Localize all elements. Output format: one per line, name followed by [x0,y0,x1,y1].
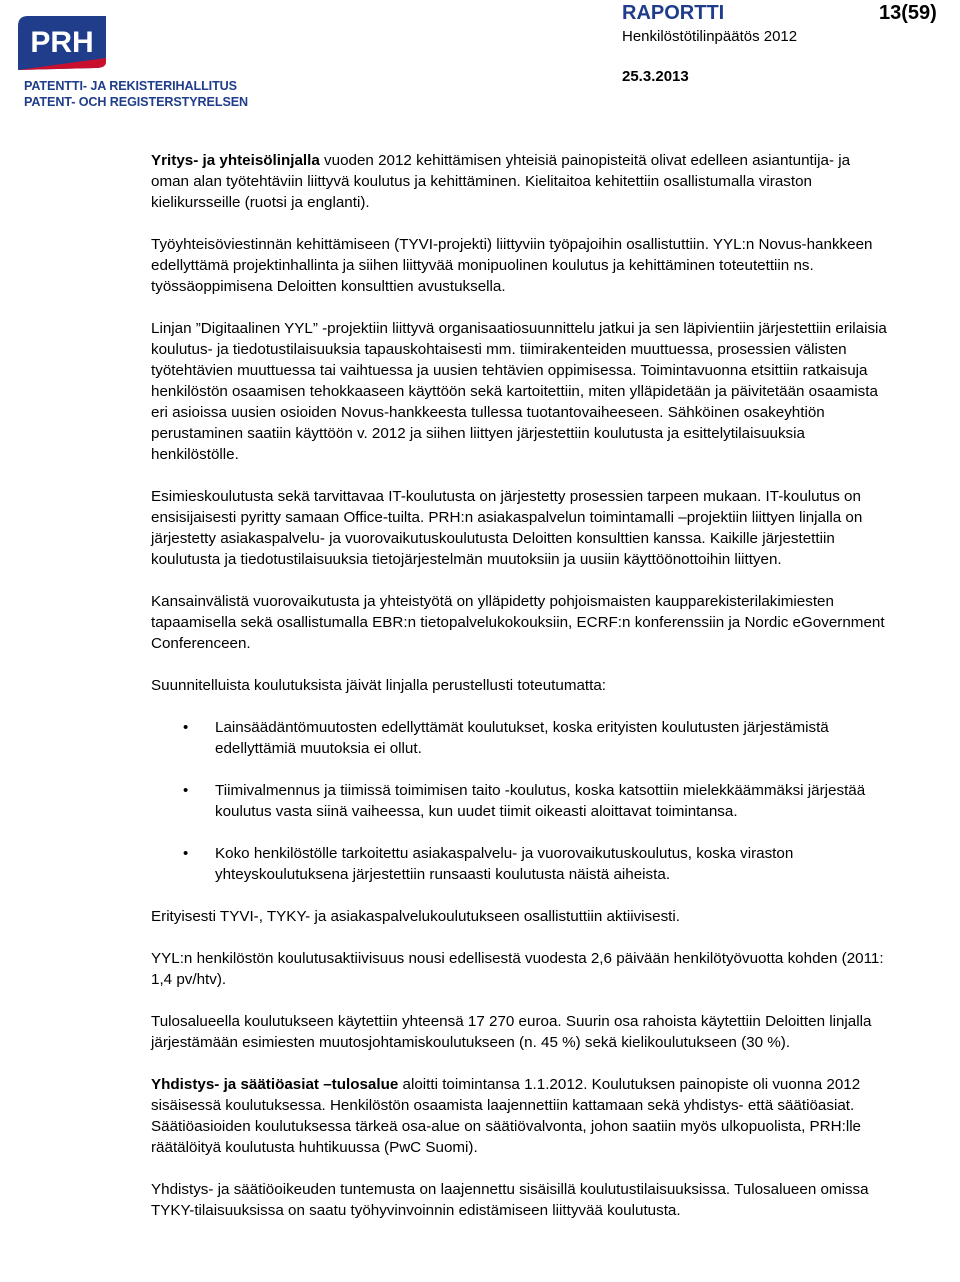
list-item-text: Koko henkilöstölle tarkoitettu asiakaspalvelu- ja vuorovaikutuskoulutus, koska viraston yhteyskoulutuksena järjestettiin runsaasti koulutusta näistä aiheista. [215,845,794,883]
paragraph-associations [151,1074,891,1158]
list-item [151,843,891,885]
list-item-text: Lainsäädäntömuutosten edellyttämät koulutukset, koska erityisten koulutusten järjestämistä edellyttämiä muutoksia ei ollut. [215,719,829,757]
paragraph-communication: Työyhteisöviestinnän kehittämiseen (TYVI-projekti) liittyviin työpajoihin osallistuttiin. YYL:n Novus-hankkeen edellyttämä projektinhallinta ja siihen liittyvää monipuolinen koulutus ja kehittäminen toteutettiin ns. työssäoppimisena Deloitten konsulttien avustuksella. [151,236,873,295]
paragraph-activity: YYL:n henkilöstön koulutusaktiivisuus nousi edellisestä vuodesta 2,6 päivään henkilötyövuotta kohden (2011: 1,4 pv/htv). [151,950,884,988]
paragraph-text: vuoden 2012 kehittämisen yhteisiä painopisteitä olivat edelleen asiantuntija- ja oman alan työtehtäviin liittyvä koulutus ja kehittäminen. Kielitaitoa kehitettiin osallistumalla viraston kielikursseille (ruotsi ja englanti). [151,152,851,211]
bullet-icon: • [183,845,189,862]
bullet-icon: • [183,782,189,799]
report-title: RAPORTTI [622,2,725,24]
paragraph-unrealized-intro: Suunnitelluista koulutuksista jäivät linjalla perustellusti toteutumatta: [151,677,607,694]
paragraph-lead-bold: Yhdistys- ja säätiöasiat –tulosalue [151,1076,399,1093]
paragraph-costs: Tulosalueella koulutukseen käytettiin yhteensä 17 270 euroa. Suurin osa rahoista käytettiin Deloitten linjalla järjestämään esimiesten muutosjohtamiskoulutukseen (n. 45 %) sekä kielikoulutukseen (30 %). [151,1013,872,1051]
paragraph-it-training: Esimieskoulutusta sekä tarvittavaa IT-koulutusta on järjestetty prosessien tarpeen mukaan. IT-koulutus on ensisijaisesti pyritty samaan Office-tuilta. PRH:n asiakaspalvelun toimintamalli –projektiin liittyen linjalla on järjestetty asiakaspalvelu- ja vuorovaikutuskoulutusta Deloitten konsulttien kanssa. Kaikille järjestettiin koulutusta ja tiedotustilaisuuksia tietojärjestelmän muutoksiin ja uusiin käyttöönottoihin liittyen. [151,488,863,568]
paragraph-digital-yyl: Linjan ”Digitaalinen YYL” -projektiin liittyvä organisaatiosuunnittelu jatkui ja sen läpivientiin järjestettiin erilaisia koulutus- ja tiedotustilaisuuksia tapauskohtaisesti mm. tiimirakenteiden muuttuessa, prosessien välisten työtehtävien muuttuessa tai vaihtuessa ja uusien tehtävien oppimisessa. Toimintavuonna etsittiin ratkaisuja henkilöstön osaamisen tehokkaaseen käyttöön sekä kartoitettiin, miten ylläpidetään ja päivitetään osaamista eri asioissa uusien osioiden Novus-hankkeesta tullessa tuotantovaiheeseen. Sähköinen osakeyhtiön perustaminen saatiin käyttöön v. 2012 ja siihen liittyen järjestettiin koulutusta ja esittelytilaisuuksia henkilöstölle. [151,320,887,463]
paragraph-text: aloitti toimintansa 1.1.2012. Koulutuksen painopiste oli vuonna 2012 sisäisessä koulutuksessa. Henkilöstön osaamista laajennettiin kattamaan sekä yhdistys- että säätiöasiat. Säätiöasioiden koulutuksessa tärkeä osa-alue on säätiövalvonta, johon saatiin myös ulkopuolista, PRH:lle räätälöityä koulutusta huhtikuussa (PwC Suomi). [151,1076,862,1156]
paragraph-international: Kansainvälistä vuorovaikutusta ja yhteistyötä on ylläpidetty pohjoismaisten kaupparekisterilakimiesten tapaamisella sekä osallistumalla EBR:n tietopalvelukokouksiin, ECRF:n konferenssiin ja Nordic eGovernment Conferenceen. [151,593,885,652]
report-date: 25.3.2013 [622,68,689,85]
unrealized-trainings-list [151,717,891,885]
report-subtitle: Henkilöstötilinpäätös 2012 [622,28,798,45]
paragraph-participation: Erityisesti TYVI-, TYKY- ja asiakaspalvelukoulutukseen osallistuttiin aktiivisesti. [151,908,680,925]
prh-logo [14,12,249,112]
paragraph-foundation-law: Yhdistys- ja säätiöoikeuden tuntemusta on laajennettu sisäisillä koulutustilaisuuksissa. Tulosalueen omissa TYKY-tilaisuuksissa on saatu työhyvinvoinnin edistämiseen liittyvää koulutusta. [151,1181,869,1219]
paragraph-lead-bold: Yritys- ja yhteisölinjalla [151,152,320,169]
prh-logo-mark [14,12,112,72]
list-item [151,717,891,759]
list-item-text: Tiimivalmennus ja tiimissä toimimisen taito -koulutus, koska katsottiin mielekkäämmäksi järjestää koulutus vasta siinä vaiheessa, kun uudet tiimit oikeasti aloittavat toimintansa. [215,782,866,820]
bullet-icon: • [183,719,189,736]
logo-name-swedish: PATENT- OCH REGISTERSTYRELSEN [24,95,249,109]
prh-logo-letters: PRH [30,26,94,59]
document-body [151,150,891,1242]
list-item [151,780,891,822]
page-number: 13(59) [879,2,937,24]
logo-name-finnish: PATENTTI- JA REKISTERIHALLITUS [24,79,237,93]
paragraph-business-line [151,150,891,213]
